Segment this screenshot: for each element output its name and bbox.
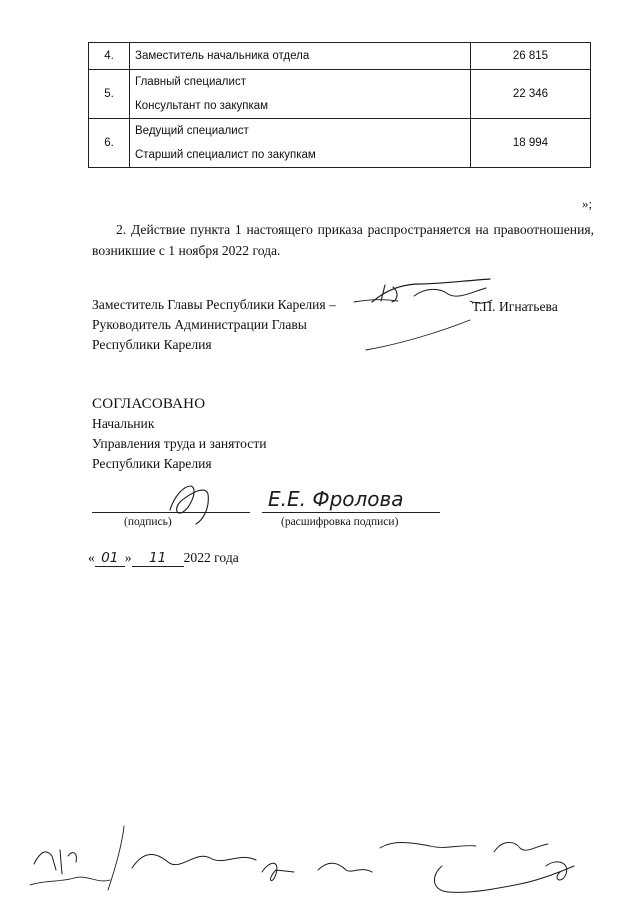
date-day: 01 [95,550,125,567]
position-title: Старший специалист по закупкам [135,149,316,161]
date-close-quote: » [124,550,132,565]
salary-cell: 22 346 [471,70,591,119]
signatory-name: Т.П. Игнатьева [472,299,558,314]
approver-line-2: Управления труда и занятости [92,436,267,451]
paragraph-2: 2. Действие пункта 1 настоящего приказа распространяется на правоотношения, возникшие с 1 ноября 2022 года. [92,222,594,258]
position-cell [130,119,471,168]
footer-initials [30,826,574,892]
salary-cell: 26 815 [471,43,591,70]
salary-table [88,42,591,168]
date-open-quote: « [88,550,95,565]
row-number: 6. [89,119,130,168]
row-number: 5. [89,70,130,119]
approver-signature [170,486,208,524]
row-number: 4. [89,43,130,70]
signature-line [92,512,250,513]
approver-name-handwriting [268,487,404,511]
position-title: Консультант по закупкам [135,100,269,112]
position-title: Главный специалист [135,76,246,88]
approval-date [88,550,239,567]
decode-line [262,512,440,513]
approver-name-text: Е.Е. Фролова [268,487,404,511]
salary-cell: 18 994 [471,119,591,168]
decode-caption: (расшифровка подписи) [281,516,399,528]
date-year: 2022 года [183,550,239,565]
position-cell [130,43,471,70]
position-title: Ведущий специалист [135,125,249,137]
approver-line-3: Республики Карелия [92,456,212,471]
closing-quote: »; [582,196,593,211]
approval-title: СОГЛАСОВАНО [92,396,206,412]
signature-caption: (подпись) [124,516,172,528]
position-cell [130,70,471,119]
signatory-line-2: Руководитель Администрации Главы [92,317,307,332]
table-row [89,119,591,168]
date-month: 11 [132,550,184,567]
position-title: Заместитель начальника отдела [135,50,310,62]
approval-block [92,394,267,474]
table-row [89,43,591,70]
signatory-line-3: Республики Карелия [92,337,212,352]
table-row [89,70,591,119]
signatory-title [92,295,336,355]
signatory-line-1: Заместитель Главы Республики Карелия – [92,297,336,312]
approver-line-1: Начальник [92,416,155,431]
